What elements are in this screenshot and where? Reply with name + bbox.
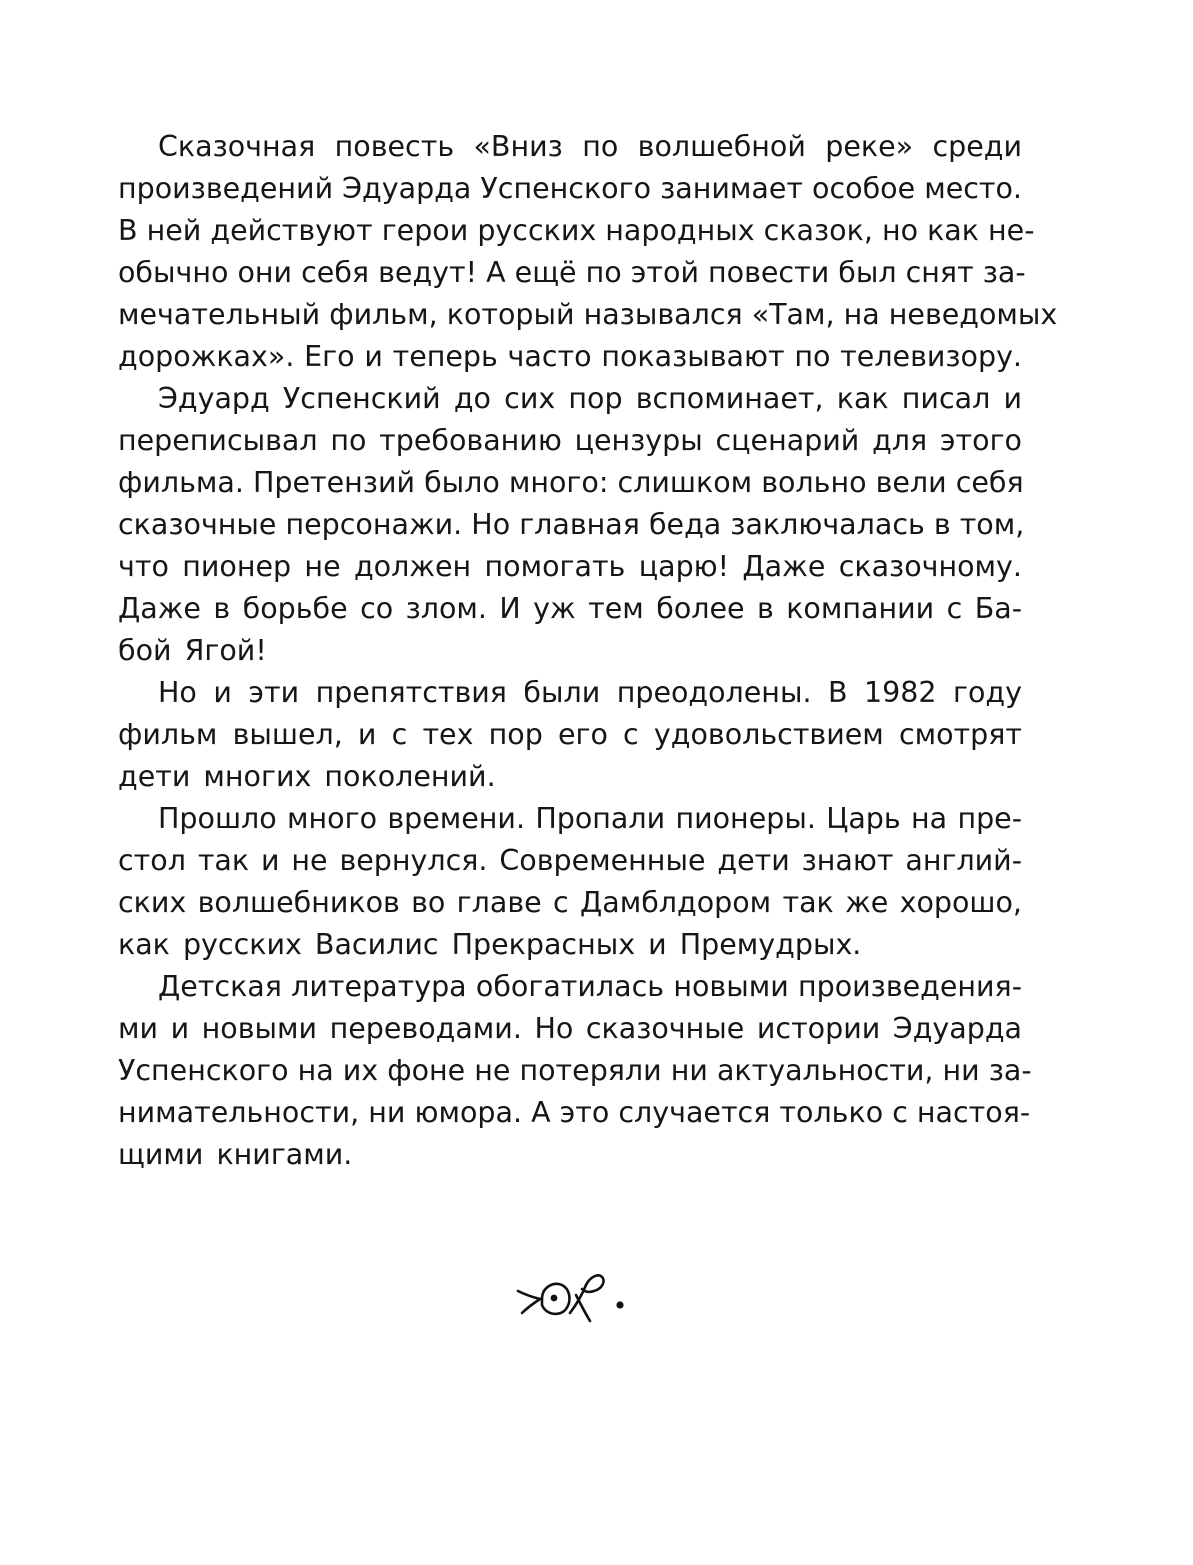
body-text (118, 126, 1058, 1176)
text-line: ских волшебников во главе с Дамблдором так же хорошо, (118, 886, 1022, 919)
text-line: переписывал по требованию цензуры сценарий для этого (118, 424, 1022, 457)
text-line: ми и новыми переводами. Но сказочные истории Эдуарда (118, 1012, 1022, 1045)
text-line: бой Ягой! (118, 634, 267, 667)
text-line: Но и эти препятствия были преодолены. В 1982 году (158, 676, 1022, 709)
text-line: фильм вышел, и с тех пор его с удовольствием смотрят (118, 718, 1022, 751)
text-line: нимательности, ни юмора. А это случается только с настоя- (118, 1096, 1031, 1129)
text-line: обычно они себя ведут! А ещё по этой повести был снят за- (118, 256, 1026, 289)
text-line: стол так и не вернулся. Современные дети знают англий- (118, 844, 1022, 877)
text-line: дорожках». Его и теперь часто показывают по телевизору. (118, 340, 1022, 373)
text-line: сказочные персонажи. Но главная беда заключалась в том, (118, 508, 1025, 541)
text-line: щими книгами. (118, 1138, 353, 1171)
text-line: как русских Василис Прекрасных и Премудрых. (118, 928, 862, 961)
paragraph (118, 378, 1025, 672)
ornament-dot-icon (616, 1301, 623, 1308)
text-line: Прошло много времени. Пропали пионеры. Царь на пре- (158, 802, 1022, 835)
paragraph (118, 672, 1022, 798)
text-line: фильма. Претензий было много: слишком вольно вели себя (118, 466, 1024, 499)
paragraph (118, 798, 1022, 966)
text-line: Детская литература обогатилась новыми произведения- (158, 970, 1022, 1003)
paragraph (118, 126, 1058, 378)
text-line: Сказочная повесть «Вниз по волшебной реке» среди (158, 130, 1022, 163)
text-line: Эдуард Успенский до сих пор вспоминает, как писал и (158, 382, 1022, 415)
text-line: дети многих поколений. (118, 760, 496, 793)
text-line: Успенского на их фоне не потеряли ни актуальности, ни за- (118, 1054, 1032, 1087)
text-line: Даже в борьбе со злом. И уж тем более в компании с Ба- (118, 592, 1022, 625)
text-line: В ней действуют герои русских народных сказок, но как не- (118, 214, 1035, 247)
signature-ornament-icon (512, 1265, 632, 1335)
text-line: мечательный фильм, который назывался «Там, на неведомых (118, 298, 1058, 331)
ornament-dot-icon (551, 1295, 558, 1302)
text-line: произведений Эдуарда Успенского занимает особое место. (118, 172, 1022, 205)
text-line: что пионер не должен помогать царю! Даже сказочному. (118, 550, 1022, 583)
paragraph (118, 966, 1032, 1176)
